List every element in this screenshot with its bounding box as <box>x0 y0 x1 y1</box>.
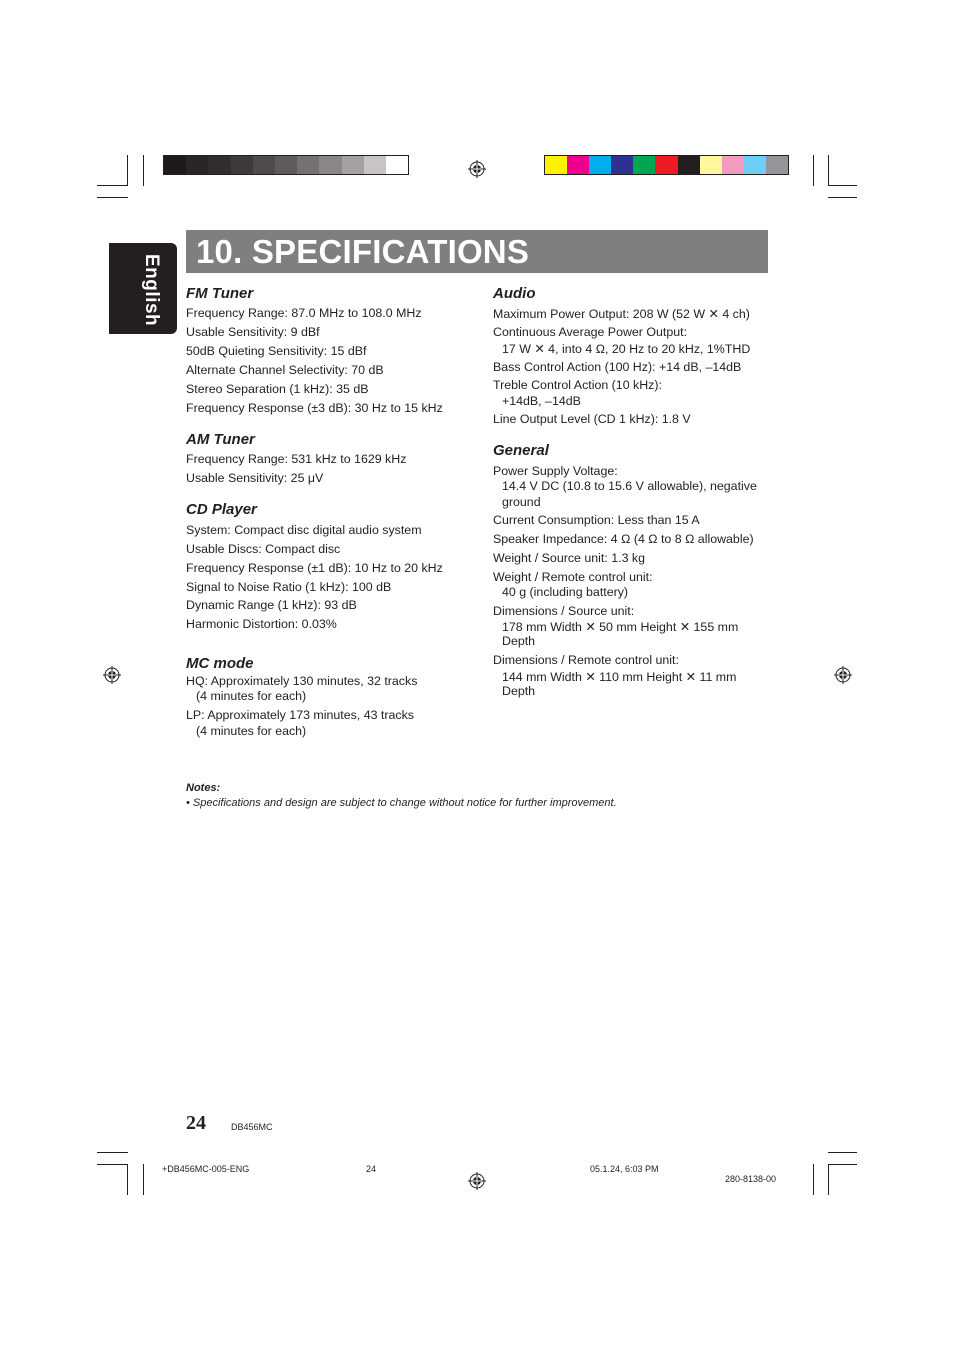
section-heading-general: General <box>493 442 549 459</box>
spec-line: Dynamic Range (1 kHz): 93 dB <box>186 598 357 612</box>
crop-mark <box>828 1164 857 1165</box>
grayscale-calibration-bar <box>163 155 409 175</box>
calibration-swatch <box>164 156 186 174</box>
calibration-swatch <box>297 156 319 174</box>
calibration-swatch <box>364 156 386 174</box>
calibration-swatch <box>545 156 567 174</box>
spec-line: 40 g (including battery) <box>502 585 629 599</box>
registration-mark-icon <box>468 160 486 178</box>
spec-line: (4 minutes for each) <box>196 724 307 738</box>
spec-line: Frequency Response (±1 dB): 10 Hz to 20 kHz <box>186 561 443 575</box>
crop-mark <box>97 1152 128 1153</box>
spec-line: Continuous Average Power Output: <box>493 325 688 339</box>
spec-line: Usable Sensitivity: 9 dBf <box>186 325 320 339</box>
calibration-swatch <box>342 156 364 174</box>
crop-mark <box>97 185 128 186</box>
spec-line: Weight / Remote control unit: <box>493 570 653 584</box>
crop-mark <box>813 155 814 186</box>
slug-file: +DB456MC-005-ENG <box>162 1164 250 1174</box>
calibration-swatch <box>766 156 788 174</box>
spec-line: 14.4 V DC (10.8 to 15.6 V allowable), negative <box>502 479 757 493</box>
spec-line: (4 minutes for each) <box>196 689 307 703</box>
crop-mark <box>97 197 128 198</box>
spec-line: Signal to Noise Ratio (1 kHz): 100 dB <box>186 580 392 594</box>
language-tab-label: English <box>141 254 162 327</box>
crop-mark <box>828 185 857 186</box>
spec-line: Line Output Level (CD 1 kHz): 1.8 V <box>493 412 691 426</box>
spec-line: Bass Control Action (100 Hz): +14 dB, –14dB <box>493 360 742 374</box>
spec-line: Speaker Impedance: 4 Ω (4 Ω to 8 Ω allowable) <box>493 532 754 546</box>
calibration-swatch <box>253 156 275 174</box>
spec-line: 144 mm Width ✕ 110 mm Height ✕ 11 mm <box>502 670 737 684</box>
spec-line: Depth <box>502 634 536 648</box>
calibration-swatch <box>231 156 253 174</box>
calibration-swatch <box>186 156 208 174</box>
crop-mark <box>97 1164 128 1165</box>
spec-line: Dimensions / Remote control unit: <box>493 653 679 667</box>
spec-line: Alternate Channel Selectivity: 70 dB <box>186 363 384 377</box>
section-heading-cd-player: CD Player <box>186 501 257 518</box>
spec-line: 50dB Quieting Sensitivity: 15 dBf <box>186 344 367 358</box>
crop-mark <box>143 155 144 186</box>
notes-text: • Specifications and design are subject to change without notice for further improvement. <box>186 797 617 809</box>
slug-code: 280-8138-00 <box>725 1174 777 1184</box>
spec-line: Dimensions / Source unit: <box>493 604 635 618</box>
slug-timestamp: 05.1.24, 6:03 PM <box>590 1164 659 1174</box>
calibration-swatch <box>722 156 744 174</box>
spec-line: Stereo Separation (1 kHz): 35 dB <box>186 382 369 396</box>
crop-mark <box>127 155 128 186</box>
calibration-swatch <box>611 156 633 174</box>
calibration-swatch <box>655 156 677 174</box>
model-label: DB456MC <box>231 1122 273 1132</box>
spec-line: Current Consumption: Less than 15 A <box>493 513 700 527</box>
color-calibration-bar <box>544 155 789 175</box>
section-heading-audio: Audio <box>493 285 536 302</box>
spec-line: System: Compact disc digital audio system <box>186 523 422 537</box>
spec-line: Treble Control Action (10 kHz): <box>493 378 662 392</box>
crop-mark <box>127 1164 128 1195</box>
spec-line: Frequency Response (±3 dB): 30 Hz to 15 kHz <box>186 401 443 415</box>
calibration-swatch <box>678 156 700 174</box>
spec-line: LP: Approximately 173 minutes, 43 tracks <box>186 708 414 722</box>
calibration-swatch <box>567 156 589 174</box>
registration-mark-icon <box>468 1172 486 1190</box>
spec-line: Power Supply Voltage: <box>493 464 618 478</box>
calibration-swatch <box>386 156 408 174</box>
section-heading-mc-mode: MC mode <box>186 655 254 672</box>
crop-mark <box>143 1164 144 1195</box>
crop-mark <box>828 1164 829 1195</box>
spec-line: Usable Discs: Compact disc <box>186 542 341 556</box>
crop-mark <box>828 155 829 186</box>
crop-mark <box>828 1152 857 1153</box>
spec-line: Usable Sensitivity: 25 μV <box>186 471 324 485</box>
crop-mark <box>828 197 857 198</box>
spec-line: ground <box>502 495 541 509</box>
page-number: 24 <box>186 1112 206 1134</box>
spec-line: Depth <box>502 684 536 698</box>
calibration-swatch <box>589 156 611 174</box>
calibration-swatch <box>275 156 297 174</box>
notes-heading: Notes: <box>186 782 221 794</box>
slug-page: 24 <box>366 1164 377 1174</box>
spec-line: 17 W ✕ 4, into 4 Ω, 20 Hz to 20 kHz, 1%THD <box>502 342 751 356</box>
page-title: 10. SPECIFICATIONS <box>196 233 530 270</box>
spec-line: HQ: Approximately 130 minutes, 32 tracks <box>186 674 418 688</box>
section-heading-fm-tuner: FM Tuner <box>186 285 254 302</box>
calibration-swatch <box>208 156 230 174</box>
calibration-swatch <box>700 156 722 174</box>
calibration-swatch <box>744 156 766 174</box>
spec-line: +14dB, –14dB <box>502 394 581 408</box>
spec-line: Frequency Range: 87.0 MHz to 108.0 MHz <box>186 306 422 320</box>
calibration-swatch <box>319 156 341 174</box>
spec-line: 178 mm Width ✕ 50 mm Height ✕ 155 mm <box>502 620 739 634</box>
section-heading-am-tuner: AM Tuner <box>186 431 255 448</box>
spec-line: Maximum Power Output: 208 W (52 W ✕ 4 ch) <box>493 307 750 321</box>
spec-line: Frequency Range: 531 kHz to 1629 kHz <box>186 452 407 466</box>
calibration-swatch <box>633 156 655 174</box>
spec-line: Weight / Source unit: 1.3 kg <box>493 551 645 565</box>
registration-mark-icon <box>103 666 121 684</box>
spec-line: Harmonic Distortion: 0.03% <box>186 617 337 631</box>
registration-mark-icon <box>834 666 852 684</box>
crop-mark <box>813 1164 814 1195</box>
